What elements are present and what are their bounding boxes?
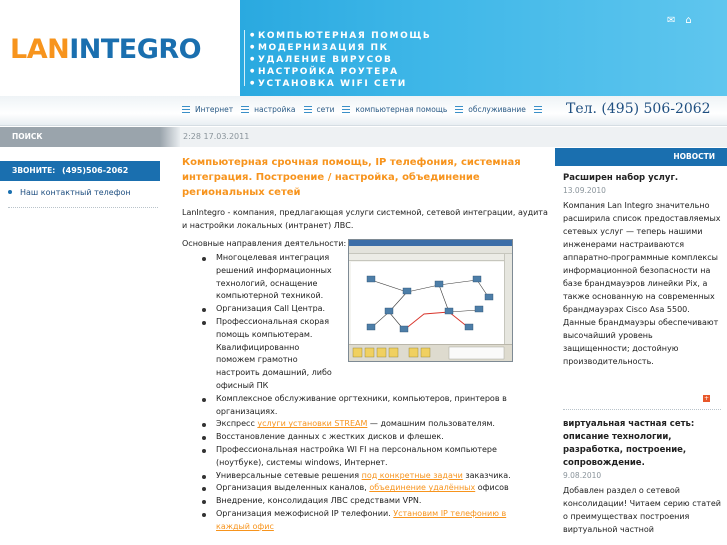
- item-text: — домашним пользователям.: [367, 419, 495, 429]
- list-item: Восстановление данных с жестких дисков и флешек.: [202, 431, 542, 444]
- call-label: ЗВОНИТЕ:: [12, 166, 56, 175]
- home-icon[interactable]: ⌂: [685, 15, 692, 26]
- divider: [563, 409, 721, 410]
- nav-item-label: Интернет: [195, 105, 234, 114]
- site-header: [0, 0, 727, 96]
- menu-bars-icon: [241, 106, 249, 113]
- nav-item-computer-help[interactable]: [342, 105, 447, 114]
- directions-label: Основные направления деятельности:: [182, 239, 347, 248]
- search-bar[interactable]: [0, 127, 160, 147]
- nav-item-label: настройка: [254, 105, 296, 114]
- news-item: [563, 172, 721, 368]
- list-item: [202, 482, 542, 495]
- site-logo[interactable]: [10, 34, 201, 65]
- item-text: Экспресс: [216, 419, 258, 429]
- item-text: Организация межофисной IP телефонии.: [216, 508, 394, 518]
- service-item: ● КОМПЬЮТЕРНАЯ ПОМОЩЬ: [250, 30, 431, 42]
- call-phone: (495)506-2062: [62, 166, 129, 175]
- divider: [8, 207, 158, 208]
- main-article: [182, 155, 550, 531]
- article-intro: LanIntegro - компания, предлагающая услуги системной, сетевой интеграции, аудита и настройки локальных (интранет) ЛВС.: [182, 208, 548, 230]
- nav-item-networks[interactable]: [304, 105, 335, 114]
- item-text: заказчика.: [462, 470, 511, 480]
- list-item: Профессиональная настройка WI FI на персональном компьютере (ноутбуке), системы windows, Интернет.: [202, 444, 542, 470]
- read-more-icon[interactable]: +: [703, 395, 710, 402]
- search-bar-fade: [160, 127, 180, 147]
- remote-offices-link[interactable]: объединение удалённых: [369, 483, 476, 493]
- contact-link-label: Наш контактный телефон: [20, 188, 131, 197]
- date-strip: [180, 127, 727, 147]
- list-item: Профессиональная скорая помощь компьютерам. Квалифицированно поможем грамотно настроить домашний, либо офисный ПК: [202, 316, 340, 393]
- nav-item-internet[interactable]: [182, 105, 233, 114]
- nav-links: [182, 105, 555, 114]
- bullet-icon: [8, 190, 12, 194]
- header-icons: [667, 16, 692, 26]
- nav-item-label: компьютерная помощь: [355, 105, 448, 114]
- nav-item-label: сети: [316, 105, 335, 114]
- nav-item-service[interactable]: [455, 105, 526, 114]
- news-title[interactable]: виртуальная частная сеть: описание технологии, разработка, построение, сопровождение.: [563, 419, 695, 468]
- mail-icon[interactable]: ✉: [667, 15, 676, 26]
- news-date: 9.08.2010: [563, 471, 602, 480]
- list-item: Организация Call Центра.: [202, 303, 340, 316]
- logo-lan: LAN: [10, 34, 70, 65]
- menu-bars-icon: [182, 106, 190, 113]
- news-header-label: НОВОСТИ: [673, 152, 715, 161]
- stream-link[interactable]: услуги установки STREAM: [257, 419, 368, 429]
- news-body: Компания Lan Integro значительно расширила список предоставляемых сетевых услуг — теперь нашими инженерами настраиваются аппаратно-программные комплексы информационной безопасности на базе брандмауэров линейки Pix, а также основанную на современных брандмауэрах Cisco Asa 5500. Данные брандмауэры обеспечивают высочайший уровень защищенности; достойную производительность.: [563, 201, 721, 366]
- call-us-bar: [0, 161, 160, 181]
- list-item: [202, 508, 542, 534]
- current-datetime: 2:28 17.03.2011: [183, 132, 250, 141]
- services-bullet-list: [202, 252, 542, 534]
- header-divider: [244, 30, 245, 86]
- search-label: ПОИСК: [12, 132, 43, 141]
- menu-bars-icon: [455, 106, 463, 113]
- service-item: ● УДАЛЕНИЕ ВИРУСОВ: [250, 54, 431, 66]
- news-header: [555, 148, 727, 166]
- item-text: офисов: [475, 483, 509, 493]
- list-item: Внедрение, консолидация ЛВС средствами VPN.: [202, 495, 542, 508]
- news-body: Добавлен раздел о сетевой консолидации! Читаем серию статей о преимуществах построения виртуальной частной: [563, 486, 721, 534]
- specific-tasks-link[interactable]: под конкретные задачи: [361, 470, 463, 480]
- contact-phone-link[interactable]: [8, 188, 158, 197]
- menu-bars-icon: [534, 106, 542, 113]
- nav-end-marker: [534, 106, 547, 113]
- item-text: Организация выделенных каналов,: [216, 483, 370, 493]
- menu-bars-icon: [342, 106, 350, 113]
- news-item: [563, 418, 721, 536]
- header-phone: Тел. (495) 506-2062: [566, 101, 711, 117]
- list-item: Многоцелевая интеграция решений информационных технологий, оснащение компьютерной техникой.: [202, 252, 340, 303]
- top-navigation: [0, 96, 727, 126]
- item-text: Универсальные сетевые решения: [216, 470, 362, 480]
- logo-integro: INTEGRO: [69, 34, 202, 65]
- article-title: Компьютерная срочная помощь, IP телефония, системная интеграция. Построение / настройка, объединение региональных сетей: [182, 157, 521, 198]
- news-title[interactable]: Расширен набор услуг.: [563, 173, 679, 183]
- service-item: ● УСТАНОВКА WIFI СЕТИ: [250, 78, 431, 90]
- menu-bars-icon: [304, 106, 312, 113]
- news-date: 13.09.2010: [563, 186, 606, 195]
- nav-item-label: обслуживание: [468, 105, 526, 114]
- services-list: [250, 30, 431, 90]
- ip-telephony-link[interactable]: Установим IP телефонию в каждый офис: [216, 508, 507, 531]
- list-item: Комплексное обслуживание оргтехники, компьютеров, принтеров в организациях.: [202, 393, 542, 419]
- service-item: ● МОДЕРНИЗАЦИЯ ПК: [250, 42, 431, 54]
- list-item: [202, 418, 542, 431]
- service-item: ● НАСТРОЙКА РОУТЕРА: [250, 66, 431, 78]
- nav-item-setup[interactable]: [241, 105, 295, 114]
- list-item: [202, 470, 542, 483]
